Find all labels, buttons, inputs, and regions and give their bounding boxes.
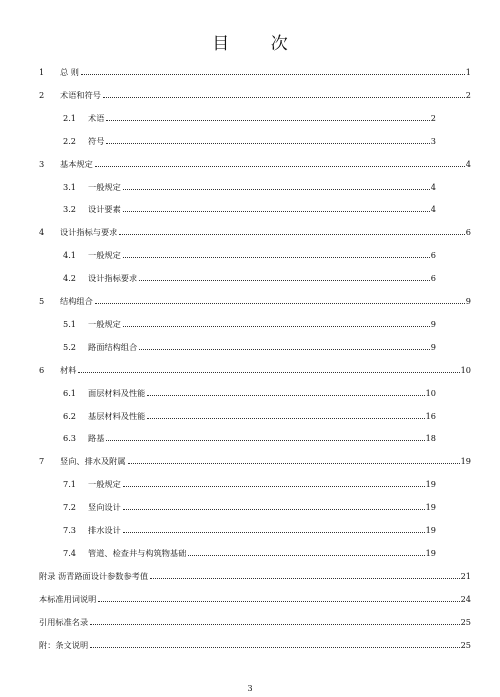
- toc-entry-page: 9: [430, 318, 436, 329]
- toc-entry-page: 3: [430, 135, 436, 146]
- dot-leader: [78, 372, 459, 373]
- toc-entry-label: 设计要素: [88, 204, 121, 215]
- toc-entry-page: 2: [430, 112, 436, 123]
- toc-entry-page: 10: [425, 387, 436, 398]
- toc-entry[interactable]: [63, 499, 436, 513]
- dot-leader: [95, 303, 465, 304]
- toc-entry-label: 材料: [60, 364, 77, 375]
- dot-leader: [128, 463, 460, 464]
- dot-leader: [103, 97, 465, 98]
- dot-leader: [139, 280, 430, 281]
- toc-entry[interactable]: [39, 591, 471, 605]
- toc-entry-number: 7.2: [63, 502, 77, 513]
- toc-entry-number: 3.1: [63, 181, 77, 192]
- toc-entry-page: 19: [425, 547, 436, 558]
- toc-entry-number: 7: [39, 456, 45, 467]
- toc-entry-number: 5.1: [63, 318, 77, 329]
- toc-entry-label: 附：条文说明: [39, 639, 89, 650]
- toc-entry[interactable]: [63, 247, 436, 261]
- toc-entry[interactable]: [63, 385, 436, 399]
- toc-entry[interactable]: [63, 545, 436, 559]
- toc-entry-page: 1: [465, 67, 471, 77]
- toc-entry[interactable]: [39, 614, 471, 628]
- toc-entry-page: 25: [460, 639, 471, 650]
- toc-entry[interactable]: [63, 408, 436, 422]
- dot-leader: [81, 74, 465, 75]
- dot-leader: [139, 349, 430, 350]
- toc-entry-label: 引用标准名录: [39, 616, 89, 627]
- toc-entry-label: 设计指标要求: [88, 273, 138, 284]
- toc-entry[interactable]: [63, 201, 436, 215]
- toc-entry-page: 6: [430, 250, 436, 261]
- toc-entry-label: 路基: [88, 433, 105, 444]
- toc-entry[interactable]: [39, 637, 471, 651]
- dot-leader: [106, 120, 429, 121]
- toc-entry[interactable]: [63, 316, 436, 330]
- toc-entry-label: 基层材料及性能: [88, 410, 146, 421]
- toc-entry-label: 管道、检查井与构筑物基础: [88, 547, 187, 558]
- toc-entry-number: 6.1: [63, 387, 77, 398]
- dot-leader: [147, 418, 424, 419]
- toc-entry[interactable]: [63, 179, 436, 193]
- toc-entry-label: 竖向、排水及附属: [60, 456, 126, 467]
- toc-entry-page: 2: [465, 89, 471, 100]
- toc-entry-number: 6: [39, 364, 45, 375]
- toc-entry[interactable]: [39, 362, 471, 376]
- dot-leader: [98, 601, 459, 602]
- page-title: 目 次: [212, 34, 306, 54]
- toc-entry[interactable]: [39, 156, 471, 170]
- toc-entry-label: 一般规定: [88, 318, 121, 329]
- toc-entry-number: 2.1: [63, 112, 77, 123]
- toc-entry-number: 2.2: [63, 135, 77, 146]
- dot-leader: [123, 532, 425, 533]
- toc-entry[interactable]: [39, 568, 471, 582]
- toc-entry-number: 4: [39, 227, 45, 238]
- toc-entry-label: 本标准用词说明: [39, 593, 97, 604]
- toc-entry-number: 6.2: [63, 410, 77, 421]
- toc-entry-label: 排水设计: [88, 525, 121, 535]
- toc-entry-number: 5.2: [63, 341, 77, 352]
- toc-entry-page: 21: [460, 570, 471, 581]
- dot-leader: [150, 578, 460, 579]
- toc-entry-page: 10: [460, 364, 471, 375]
- toc-entry-number: 3.2: [63, 204, 77, 215]
- dot-leader: [90, 624, 459, 625]
- dot-leader: [123, 509, 425, 510]
- toc-entry-page: 19: [425, 502, 436, 513]
- toc-entry-number: 4.1: [63, 250, 77, 261]
- toc-entry-page: 19: [460, 456, 471, 467]
- toc-entry[interactable]: [39, 64, 471, 78]
- toc-entry-label: 一般规定: [88, 181, 121, 192]
- dot-leader: [90, 647, 459, 648]
- dot-leader: [123, 326, 430, 327]
- toc-entry-label: 符号: [88, 135, 105, 146]
- toc-entry[interactable]: [63, 522, 436, 536]
- dot-leader: [123, 189, 430, 190]
- toc-entry-number: 7.4: [63, 547, 77, 558]
- toc-entry-label: 术语和符号: [60, 89, 101, 100]
- dot-leader: [147, 395, 424, 396]
- toc-entry-number: 3: [39, 158, 45, 169]
- toc-entry-number: 4.2: [63, 273, 77, 284]
- toc-entry-number: 5: [39, 296, 45, 306]
- toc-entry-number: 2: [39, 89, 45, 100]
- toc-entry-page: 24: [460, 593, 471, 604]
- toc-entry-number: 1: [39, 67, 45, 77]
- toc-entry[interactable]: [63, 133, 436, 147]
- dot-leader: [119, 234, 464, 235]
- dot-leader: [123, 486, 425, 487]
- toc-entry[interactable]: [39, 224, 471, 238]
- toc-entry-label: 面层材料及性能: [88, 387, 146, 398]
- toc-entry-page: 6: [430, 273, 436, 284]
- toc-entry-label: 结构组合: [60, 296, 93, 306]
- toc-entry-page: 4: [430, 204, 436, 215]
- toc-entry-page: 9: [430, 341, 436, 352]
- toc-entry-page: 4: [465, 158, 471, 169]
- toc-entry[interactable]: [63, 430, 436, 444]
- dot-leader: [106, 440, 424, 441]
- toc-entry[interactable]: [39, 87, 471, 101]
- dot-leader: [95, 166, 465, 167]
- toc-entry-label: 竖向设计: [88, 502, 121, 513]
- toc-entry-label: 术语: [88, 112, 105, 123]
- dot-leader: [106, 143, 429, 144]
- dot-leader: [123, 257, 430, 258]
- toc-entry-label: 设计指标与要求: [60, 227, 118, 238]
- toc-entry-label: 附录 沥青路面设计参数参考值: [39, 570, 149, 581]
- toc-entry-number: 6.3: [63, 433, 77, 444]
- toc-entry-page: 25: [460, 616, 471, 627]
- toc-entry-page: 6: [465, 227, 471, 238]
- dot-leader: [188, 555, 424, 556]
- toc-entry-page: 9: [465, 296, 471, 306]
- toc-entry[interactable]: [63, 270, 436, 284]
- toc-entry-page: 4: [430, 181, 436, 192]
- page-number: 3: [247, 684, 253, 693]
- toc-entry-number: 7.3: [63, 525, 77, 535]
- toc-entry-label: 一般规定: [88, 250, 121, 261]
- toc-entry-label: 总 则: [60, 67, 79, 77]
- toc-entry-page: 19: [425, 525, 436, 535]
- toc-entry[interactable]: [39, 453, 471, 467]
- toc-entry-label: 一般规定: [88, 479, 121, 490]
- toc-entry-page: 19: [425, 479, 436, 490]
- toc-entry[interactable]: [63, 110, 436, 124]
- toc-entry-page: 16: [425, 410, 436, 421]
- toc-entry[interactable]: [63, 476, 436, 490]
- toc-entry-number: 7.1: [63, 479, 77, 490]
- toc-entry-label: 基本规定: [60, 158, 93, 169]
- dot-leader: [123, 211, 430, 212]
- toc-entry[interactable]: [39, 293, 471, 307]
- toc-entry-page: 18: [425, 433, 436, 444]
- toc-entry-label: 路面结构组合: [88, 341, 138, 352]
- toc-entry[interactable]: [63, 339, 436, 353]
